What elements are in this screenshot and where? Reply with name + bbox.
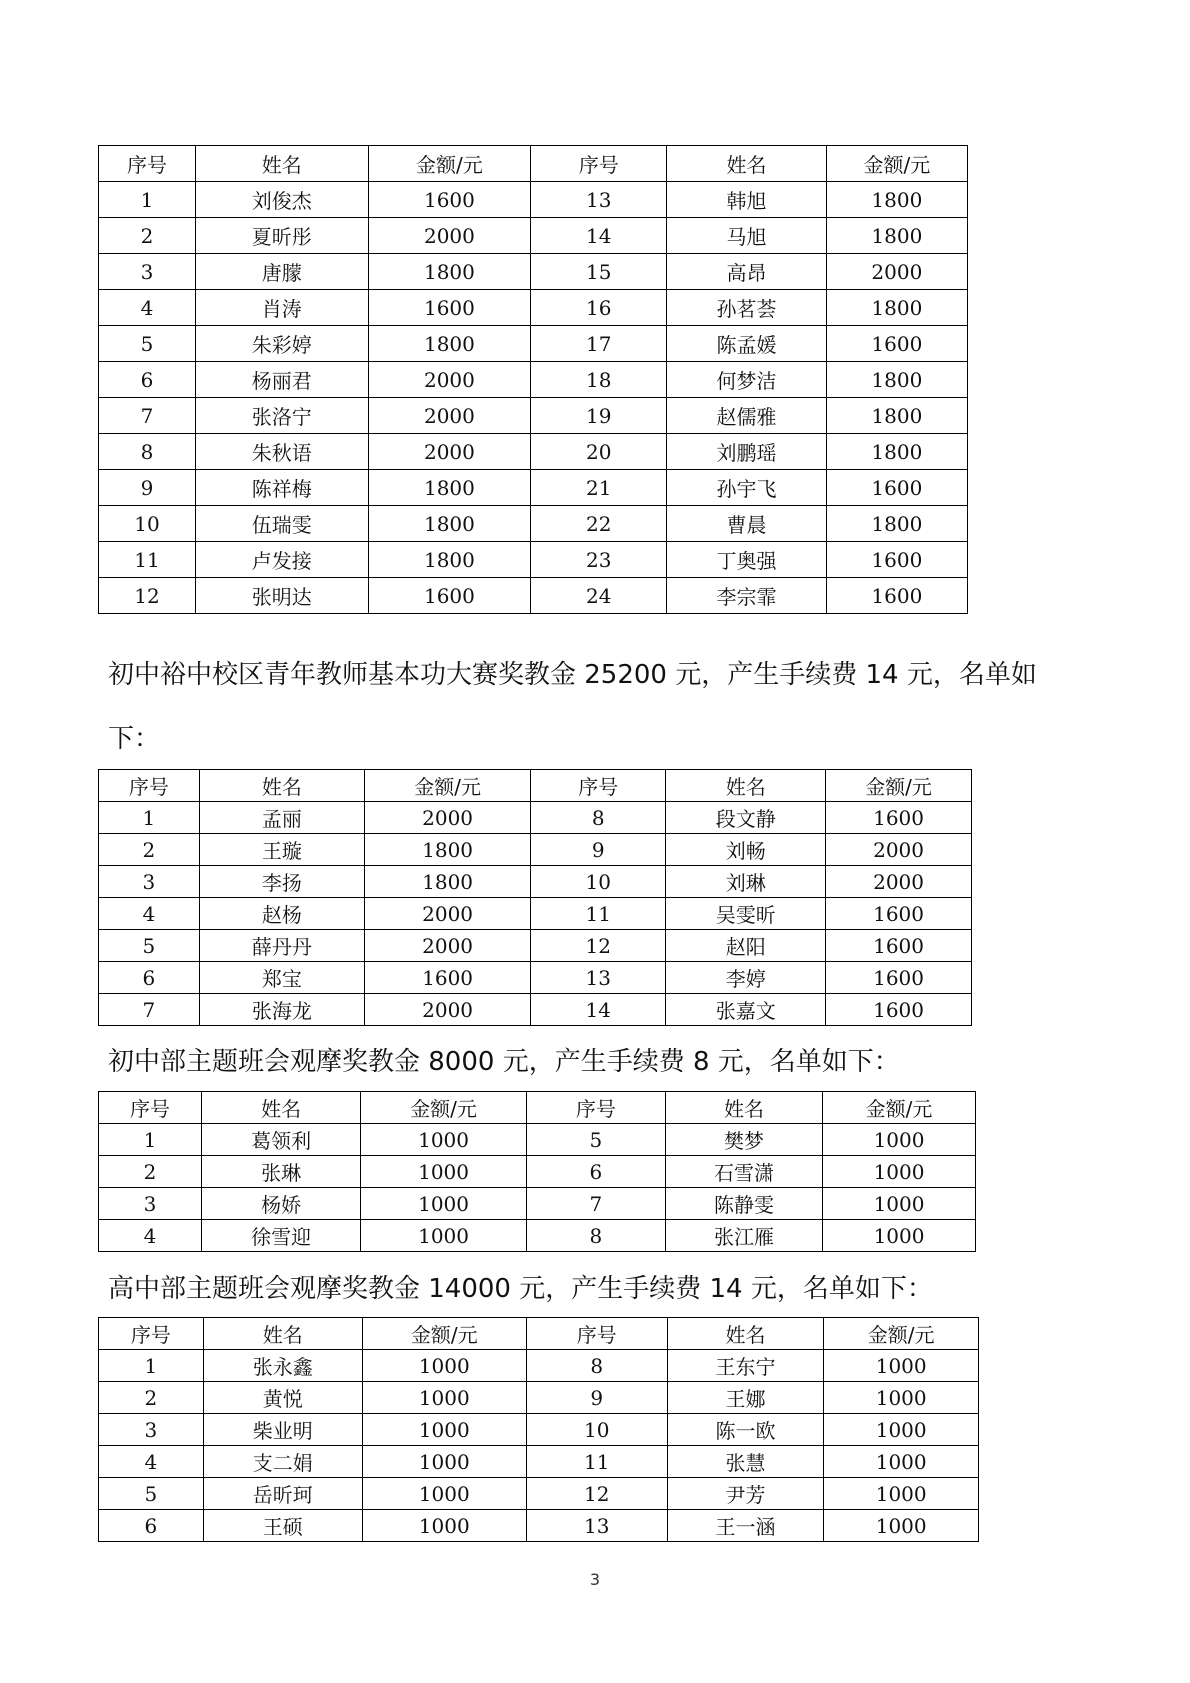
table-cell: 赵阳: [666, 930, 826, 962]
table-cell: 段文静: [666, 802, 826, 834]
table-cell: 2000: [826, 834, 972, 866]
table-cell: 12: [99, 578, 196, 614]
table-cell: 1000: [362, 1382, 526, 1414]
table-header-row: [99, 1318, 979, 1350]
table-row: [99, 1414, 979, 1446]
table-cell: 22: [531, 506, 667, 542]
table-cell: 1600: [368, 578, 531, 614]
header-cell: 序号: [526, 1092, 665, 1124]
table-cell: 6: [99, 362, 196, 398]
table-cell: 1: [99, 802, 200, 834]
table-cell: 王璇: [199, 834, 364, 866]
table-cell: 1000: [362, 1510, 526, 1542]
table-cell: 陈静雯: [665, 1188, 822, 1220]
table-cell: 10: [99, 506, 196, 542]
table-cell: 柴业明: [203, 1414, 362, 1446]
table-cell: 9: [531, 834, 666, 866]
table-cell: 张嘉文: [666, 994, 826, 1026]
table-cell: 1600: [826, 542, 967, 578]
table-cell: 1800: [826, 290, 967, 326]
table-cell: 18: [531, 362, 667, 398]
table-cell: 张海龙: [199, 994, 364, 1026]
table-cell: 4: [99, 1446, 204, 1478]
award-table-4: [98, 1317, 979, 1542]
table-header-row: [99, 1092, 976, 1124]
table-cell: 1000: [823, 1188, 976, 1220]
table-cell: 王一涵: [667, 1510, 824, 1542]
table-cell: 1600: [368, 290, 531, 326]
table-cell: 刘鹏瑶: [667, 434, 827, 470]
table-cell: 10: [526, 1414, 667, 1446]
table-cell: 2000: [826, 254, 967, 290]
table-cell: 1800: [368, 542, 531, 578]
table-cell: 赵儒雅: [667, 398, 827, 434]
table-cell: 1600: [826, 962, 972, 994]
award-table-1: [98, 145, 968, 614]
table-cell: 1000: [362, 1446, 526, 1478]
header-cell: 金额/元: [823, 1092, 976, 1124]
table-cell: 1000: [824, 1446, 979, 1478]
table-cell: 6: [99, 1510, 204, 1542]
table-cell: 1000: [361, 1124, 527, 1156]
table-cell: 2: [99, 834, 200, 866]
table-cell: 21: [531, 470, 667, 506]
header-cell: 姓名: [196, 146, 369, 182]
table-row: [99, 542, 968, 578]
table-cell: 9: [526, 1382, 667, 1414]
table-cell: 黄悦: [203, 1382, 362, 1414]
header-cell: 序号: [99, 1092, 202, 1124]
table-cell: 1600: [826, 898, 972, 930]
table-cell: 19: [531, 398, 667, 434]
table-cell: 8: [526, 1220, 665, 1252]
table-cell: 1000: [824, 1510, 979, 1542]
table-cell: 韩旭: [667, 182, 827, 218]
table-cell: 1800: [368, 254, 531, 290]
table-cell: 石雪潇: [665, 1156, 822, 1188]
table-cell: 何梦洁: [667, 362, 827, 398]
table-cell: 8: [99, 434, 196, 470]
table-row: [99, 1510, 979, 1542]
table-cell: 9: [99, 470, 196, 506]
table-cell: 薛丹丹: [199, 930, 364, 962]
table-cell: 24: [531, 578, 667, 614]
table-cell: 刘俊杰: [196, 182, 369, 218]
table-cell: 3: [99, 254, 196, 290]
table-cell: 1800: [826, 398, 967, 434]
table-row: [99, 898, 972, 930]
table-cell: 张慧: [667, 1446, 824, 1478]
header-cell: 姓名: [666, 770, 826, 802]
table-cell: 1600: [826, 930, 972, 962]
header-cell: 序号: [531, 770, 666, 802]
table-cell: 1600: [368, 182, 531, 218]
table-cell: 1800: [826, 182, 967, 218]
header-cell: 金额/元: [362, 1318, 526, 1350]
table-row: [99, 1478, 979, 1510]
table-cell: 王娜: [667, 1382, 824, 1414]
table-cell: 1000: [823, 1156, 976, 1188]
table-cell: 2000: [368, 362, 531, 398]
table-cell: 樊梦: [665, 1124, 822, 1156]
section-intro-senior-class-meeting: 高中部主题班会观摩奖教金 14000 元，产生手续费 14 元，名单如下：: [108, 1274, 933, 1304]
table-cell: 1600: [826, 470, 967, 506]
table-cell: 2: [99, 218, 196, 254]
table-cell: 14: [531, 994, 666, 1026]
table-cell: 陈一欧: [667, 1414, 824, 1446]
table-cell: 17: [531, 326, 667, 362]
header-cell: 序号: [99, 1318, 204, 1350]
table-cell: 夏昕彤: [196, 218, 369, 254]
table-cell: 卢发接: [196, 542, 369, 578]
table-row: [99, 834, 972, 866]
table-cell: 2000: [364, 898, 530, 930]
table-cell: 赵杨: [199, 898, 364, 930]
table-row: [99, 1220, 976, 1252]
table-cell: 1000: [823, 1220, 976, 1252]
table-row: [99, 470, 968, 506]
table-cell: 2000: [364, 994, 530, 1026]
section-intro-junior-class-meeting: 初中部主题班会观摩奖教金 8000 元，产生手续费 8 元，名单如下：: [108, 1047, 900, 1077]
table-cell: 11: [531, 898, 666, 930]
table-cell: 1800: [368, 506, 531, 542]
table-cell: 1800: [826, 218, 967, 254]
table-cell: 3: [99, 1188, 202, 1220]
header-cell: 姓名: [667, 1318, 824, 1350]
table-cell: 李婷: [666, 962, 826, 994]
table-row: [99, 398, 968, 434]
section-intro-youth-teacher-contest-cont: 下：: [108, 724, 161, 754]
table-cell: 1000: [824, 1350, 979, 1382]
table-cell: 1800: [364, 834, 530, 866]
table-cell: 1600: [826, 994, 972, 1026]
table-cell: 王硕: [203, 1510, 362, 1542]
table-cell: 2000: [368, 434, 531, 470]
table-cell: 张琳: [201, 1156, 360, 1188]
table-cell: 6: [526, 1156, 665, 1188]
table-row: [99, 866, 972, 898]
table-cell: 张明达: [196, 578, 369, 614]
header-cell: 姓名: [199, 770, 364, 802]
table-cell: 陈孟媛: [667, 326, 827, 362]
header-cell: 姓名: [665, 1092, 822, 1124]
table-header-row: [99, 146, 968, 182]
table-cell: 1000: [823, 1124, 976, 1156]
table-cell: 1800: [368, 326, 531, 362]
table-cell: 徐雪迎: [201, 1220, 360, 1252]
table-cell: 张永鑫: [203, 1350, 362, 1382]
header-cell: 序号: [99, 770, 200, 802]
header-cell: 金额/元: [824, 1318, 979, 1350]
table-cell: 7: [99, 398, 196, 434]
table-cell: 1000: [824, 1382, 979, 1414]
table-cell: 5: [99, 326, 196, 362]
table-row: [99, 290, 968, 326]
table-cell: 1800: [826, 506, 967, 542]
header-cell: 金额/元: [368, 146, 531, 182]
table-cell: 4: [99, 290, 196, 326]
table-cell: 葛领利: [201, 1124, 360, 1156]
page-number: 3: [589, 1570, 601, 1589]
table-cell: 8: [526, 1350, 667, 1382]
table-cell: 2000: [368, 398, 531, 434]
table-row: [99, 994, 972, 1026]
table-cell: 郑宝: [199, 962, 364, 994]
table-cell: 1000: [361, 1188, 527, 1220]
header-cell: 金额/元: [826, 146, 967, 182]
table-cell: 12: [526, 1478, 667, 1510]
table-cell: 1000: [824, 1478, 979, 1510]
table-cell: 1: [99, 1124, 202, 1156]
table-cell: 曹晨: [667, 506, 827, 542]
table-cell: 张洛宁: [196, 398, 369, 434]
table-cell: 1000: [362, 1478, 526, 1510]
table-cell: 尹芳: [667, 1478, 824, 1510]
table-cell: 1800: [364, 866, 530, 898]
award-table-2: [98, 769, 972, 1026]
table-cell: 1000: [362, 1414, 526, 1446]
table-cell: 1600: [826, 326, 967, 362]
table-row: [99, 1188, 976, 1220]
table-cell: 支二娟: [203, 1446, 362, 1478]
table-cell: 孟丽: [199, 802, 364, 834]
table-cell: 朱秋语: [196, 434, 369, 470]
section-intro-youth-teacher-contest: 初中裕中校区青年教师基本功大赛奖教金 25200 元，产生手续费 14 元，名单如: [108, 660, 1037, 690]
table-cell: 陈祥梅: [196, 470, 369, 506]
table-cell: 14: [531, 218, 667, 254]
table-cell: 1800: [368, 470, 531, 506]
table-cell: 4: [99, 1220, 202, 1252]
table-cell: 2: [99, 1156, 202, 1188]
table-cell: 13: [526, 1510, 667, 1542]
table-row: [99, 434, 968, 470]
table-cell: 23: [531, 542, 667, 578]
table-row: [99, 930, 972, 962]
table-cell: 刘畅: [666, 834, 826, 866]
table-cell: 13: [531, 962, 666, 994]
table-cell: 吴雯昕: [666, 898, 826, 930]
table-cell: 13: [531, 182, 667, 218]
header-cell: 序号: [99, 146, 196, 182]
table-cell: 8: [531, 802, 666, 834]
award-table-3: [98, 1091, 976, 1252]
table-row: [99, 1124, 976, 1156]
table-cell: 15: [531, 254, 667, 290]
table-cell: 丁奥强: [667, 542, 827, 578]
table-cell: 1600: [826, 802, 972, 834]
table-row: [99, 802, 972, 834]
table-cell: 李宗霏: [667, 578, 827, 614]
table-row: [99, 1446, 979, 1478]
table-cell: 马旭: [667, 218, 827, 254]
table-cell: 孙茗荟: [667, 290, 827, 326]
table-cell: 王东宁: [667, 1350, 824, 1382]
table-cell: 5: [99, 930, 200, 962]
table-row: [99, 578, 968, 614]
header-cell: 姓名: [203, 1318, 362, 1350]
table-cell: 1: [99, 182, 196, 218]
header-cell: 序号: [526, 1318, 667, 1350]
table-row: [99, 1350, 979, 1382]
table-row: [99, 182, 968, 218]
table-cell: 11: [99, 542, 196, 578]
table-cell: 11: [526, 1446, 667, 1478]
table-cell: 7: [526, 1188, 665, 1220]
table-cell: 12: [531, 930, 666, 962]
table-cell: 刘琳: [666, 866, 826, 898]
table-row: [99, 506, 968, 542]
header-cell: 金额/元: [361, 1092, 527, 1124]
table-cell: 伍瑞雯: [196, 506, 369, 542]
table-cell: 孙宇飞: [667, 470, 827, 506]
table-cell: 高昂: [667, 254, 827, 290]
table-cell: 岳昕珂: [203, 1478, 362, 1510]
table-cell: 朱彩婷: [196, 326, 369, 362]
table-cell: 2000: [826, 866, 972, 898]
table-cell: 6: [99, 962, 200, 994]
table-cell: 10: [531, 866, 666, 898]
table-cell: 1800: [826, 362, 967, 398]
table-header-row: [99, 770, 972, 802]
table-row: [99, 326, 968, 362]
table-row: [99, 962, 972, 994]
header-cell: 金额/元: [826, 770, 972, 802]
table-cell: 杨娇: [201, 1188, 360, 1220]
table-cell: 4: [99, 898, 200, 930]
table-cell: 20: [531, 434, 667, 470]
table-cell: 杨丽君: [196, 362, 369, 398]
table-cell: 唐朦: [196, 254, 369, 290]
table-cell: 2000: [368, 218, 531, 254]
header-cell: 姓名: [667, 146, 827, 182]
table-cell: 2000: [364, 802, 530, 834]
table-row: [99, 362, 968, 398]
table-cell: 1: [99, 1350, 204, 1382]
table-cell: 2: [99, 1382, 204, 1414]
table-cell: 1000: [361, 1220, 527, 1252]
table-cell: 5: [526, 1124, 665, 1156]
table-row: [99, 1156, 976, 1188]
table-cell: 7: [99, 994, 200, 1026]
header-cell: 序号: [531, 146, 667, 182]
table-cell: 肖涛: [196, 290, 369, 326]
table-cell: 张江雁: [665, 1220, 822, 1252]
table-cell: 3: [99, 1414, 204, 1446]
table-cell: 1000: [362, 1350, 526, 1382]
table-cell: 1800: [826, 434, 967, 470]
table-row: [99, 218, 968, 254]
table-cell: 3: [99, 866, 200, 898]
table-cell: 2000: [364, 930, 530, 962]
table-cell: 16: [531, 290, 667, 326]
table-row: [99, 1382, 979, 1414]
table-row: [99, 254, 968, 290]
table-cell: 1000: [361, 1156, 527, 1188]
table-cell: 1000: [824, 1414, 979, 1446]
table-cell: 李扬: [199, 866, 364, 898]
header-cell: 姓名: [201, 1092, 360, 1124]
header-cell: 金额/元: [364, 770, 530, 802]
table-cell: 1600: [826, 578, 967, 614]
table-cell: 1600: [364, 962, 530, 994]
table-cell: 5: [99, 1478, 204, 1510]
